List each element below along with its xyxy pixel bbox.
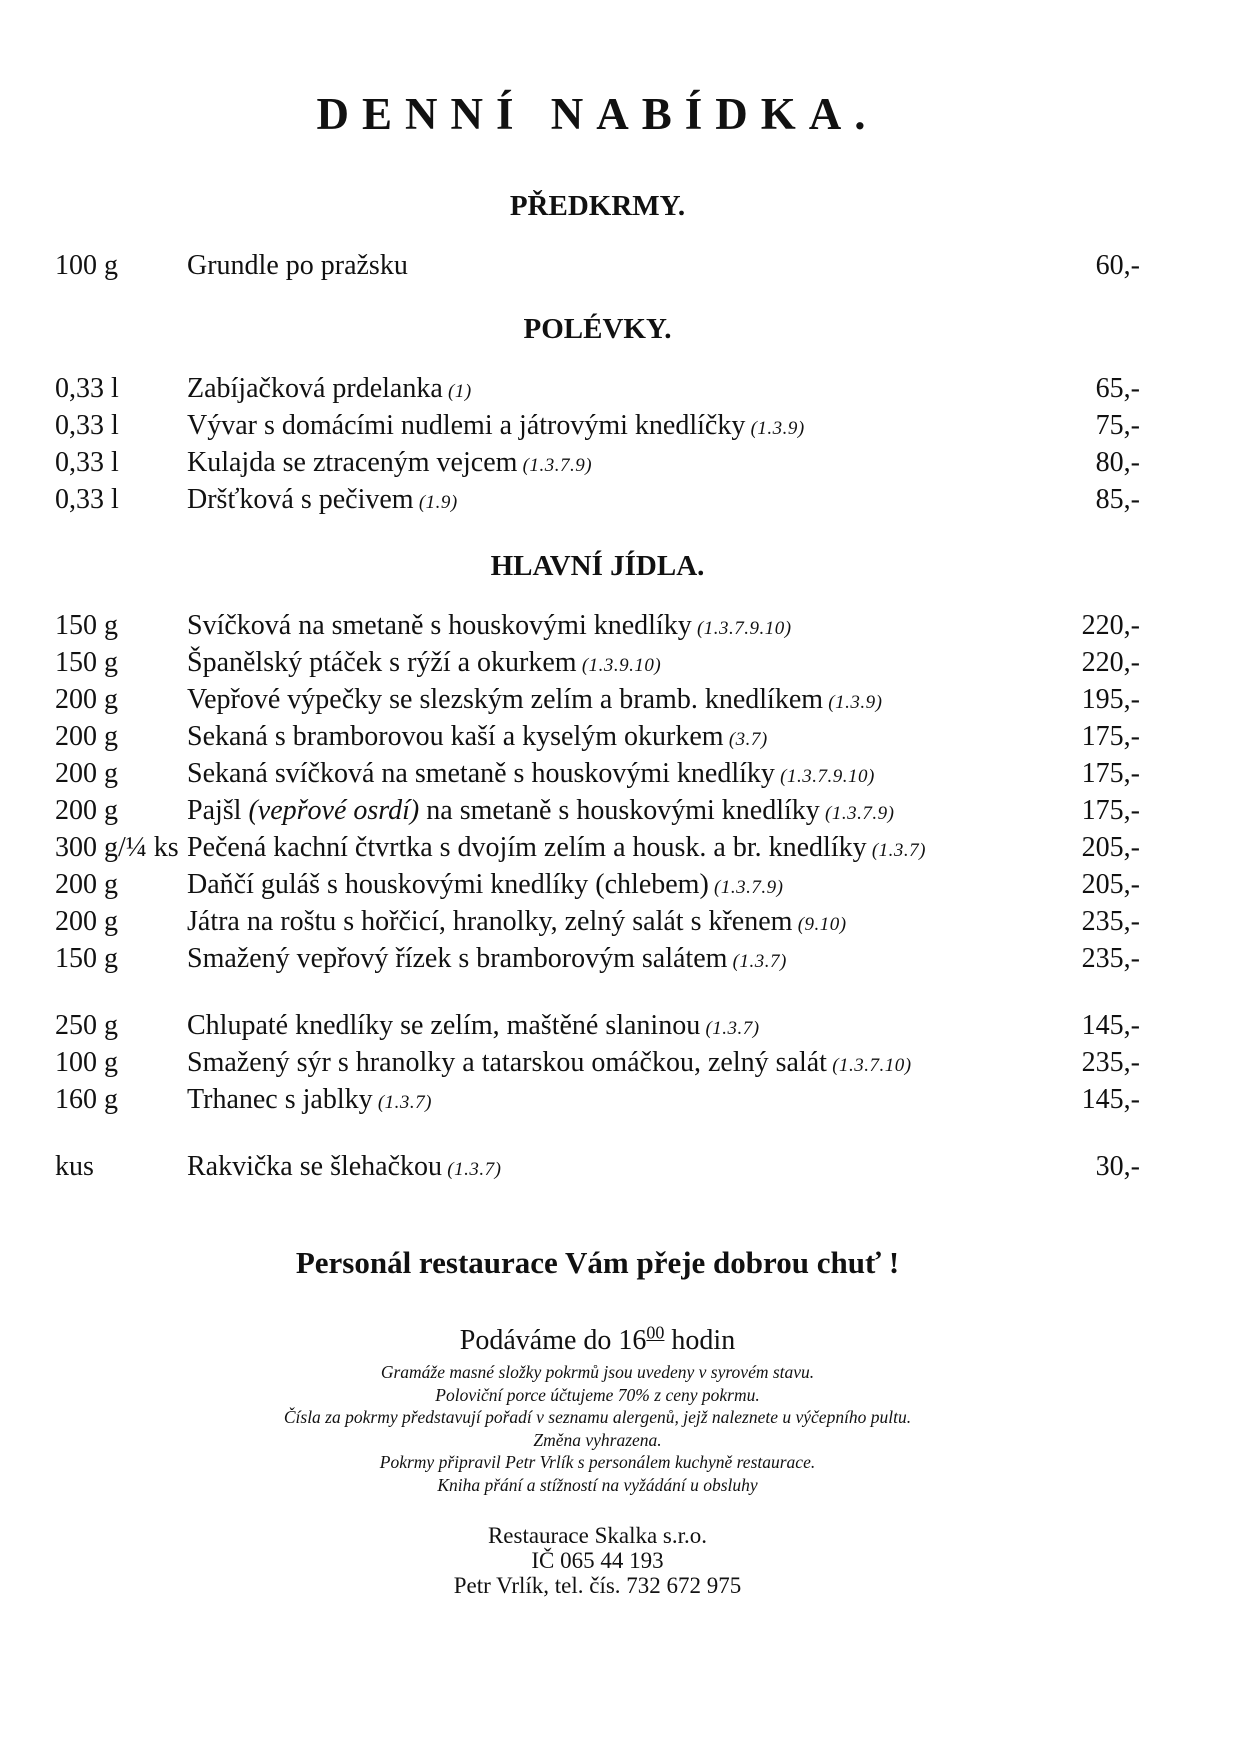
menu-row [55,609,1140,646]
item-price: 195,- [1081,684,1140,715]
item-price: 235,- [1081,906,1140,937]
item-name: Španělský ptáček s rýží a okurkem (1.3.9.10) [187,647,662,678]
item-allergens: (1.3.7.9.10) [774,766,875,787]
footer-notes [55,1361,1140,1496]
item-name: Trhanec s jablky (1.3.7) [187,1084,433,1115]
item-name: Svíčková na smetaně s houskovými knedlíky (1.3.7.9.10) [187,610,792,641]
item-price: 220,- [1081,647,1140,678]
item-name-part: Pajšl [187,795,249,826]
item-price: 85,- [1095,484,1140,515]
item-allergens: (1.3.7.9) [819,803,895,824]
item-allergens: (1.3.7.9) [708,877,784,898]
item-allergens: (9.10) [792,914,847,935]
section-heading: PŘEDKRMY. [509,190,686,222]
menu-group [55,1009,1140,1120]
item-name: Chlupaté knedlíky se zelím, maštěné slaninou (1.3.7) [187,1010,760,1041]
section-heading: HLAVNÍ JÍDLA. [490,550,705,582]
menu-row [55,646,1140,683]
item-allergens: (1.3.7) [866,840,927,861]
item-name: Smažený vepřový řízek s bramborovým salátem (1.3.7) [187,943,787,974]
item-price: 175,- [1081,721,1140,752]
item-allergens: (1.9) [413,492,458,513]
item-allergens: (1.3.9) [745,418,805,439]
item-name: Sekaná svíčková na smetaně s houskovými knedlíky (1.3.7.9.10) [187,758,875,789]
menu-row [55,1009,1140,1046]
item-qty: 150 g [55,647,118,678]
company-info-line: Petr Vrlík, tel. čís. 732 672 975 [453,1573,742,1598]
item-price: 220,- [1081,610,1140,641]
item-price: 205,- [1081,832,1140,863]
item-name: Zabíjačková prdelanka (1) [187,373,472,404]
item-name: Smažený sýr s hranolky a tatarskou omáčkou, zelný salát (1.3.7.10) [187,1047,912,1078]
menu-row [55,446,1140,483]
menu-row [55,757,1140,794]
menu-group [55,249,1140,283]
item-name: Dršťková s pečivem (1.9) [187,484,458,515]
item-allergens: (1.3.7) [727,951,787,972]
page-title: DENNÍ NABÍDKA. [316,89,879,139]
item-allergens: (1.3.7.9.10) [691,618,792,639]
item-price: 205,- [1081,869,1140,900]
item-allergens: (1.3.7) [700,1018,760,1039]
serving-time-superscript: 00 [646,1322,665,1343]
item-qty: 200 g [55,758,118,789]
item-allergens: (1.3.7.9) [517,455,593,476]
menu-row [55,1046,1140,1083]
item-price: 30,- [1095,1151,1140,1182]
item-qty: 200 g [55,869,118,900]
item-name [187,794,1048,831]
item-qty: 0,33 l [55,410,119,441]
item-qty: 150 g [55,610,118,641]
item-name: Kulajda se ztraceným vejcem (1.3.7.9) [187,447,593,478]
menu-group [55,372,1140,520]
footer-note-line: Čísla za pokrmy představují pořadí v seznamu alergenů, jejž naleznete u výčepního pultu. [283,1407,912,1427]
item-name: Vepřové výpečky se slezským zelím a bramb. knedlíkem (1.3.9) [187,684,883,715]
item-name: Játra na roštu s hořčicí, hranolky, zelný salát s křenem (9.10) [187,906,847,937]
footer-note-line: Poloviční porce účtujeme 70% z ceny pokrmu. [435,1384,760,1405]
menu-row [55,942,1140,979]
item-qty: 0,33 l [55,484,119,515]
item-qty: 160 g [55,1084,118,1115]
item-name: Sekaná s bramborovou kaší a kyselým okurkem (3.7) [187,721,768,752]
company-info-line: Restaurace Skalka s.r.o. [487,1523,708,1548]
item-name-part: na smetaně s houskovými knedlíky [419,795,820,826]
item-price: 145,- [1081,1084,1140,1115]
item-price: 60,- [1095,250,1140,281]
menu-row [55,794,1140,831]
item-price: 80,- [1095,447,1140,478]
item-qty: 150 g [55,943,118,974]
item-price: 65,- [1095,373,1140,404]
item-qty: 200 g [55,906,118,937]
serving-time [55,1322,1140,1357]
item-price: 75,- [1095,410,1140,441]
menu-row [55,483,1140,520]
menu-group [55,1150,1140,1187]
menu-row [55,905,1140,942]
item-allergens: (3.7) [723,729,768,750]
company-info [55,1523,1140,1598]
menu-row [55,720,1140,757]
item-qty: 250 g [55,1010,118,1041]
menu-row [55,683,1140,720]
item-qty: 300 g/¼ ks [55,832,179,863]
menu-row [55,831,1140,868]
item-qty: 0,33 l [55,373,119,404]
item-qty: 200 g [55,795,118,826]
section-heading: POLÉVKY. [523,313,672,345]
item-name: Pečená kachní čtvrtka s dvojím zelím a housk. a br. knedlíky (1.3.7) [187,832,927,863]
item-price: 175,- [1081,758,1140,789]
menu-row [55,1083,1140,1120]
item-price: 175,- [1081,795,1140,826]
item-qty: 200 g [55,684,118,715]
serving-time-prefix: Podáváme do 16 [459,1325,647,1356]
item-allergens: (1.3.9) [823,692,883,713]
menu-group [55,609,1140,979]
item-allergens: (1.3.9.10) [576,655,662,676]
item-allergens: (1.3.7.10) [826,1055,912,1076]
item-name: Rakvička se šlehačkou (1.3.7) [187,1151,502,1182]
item-price: 235,- [1081,1047,1140,1078]
menu-sections [55,190,1140,1187]
item-name-italic-part: (vepřové osrdí) [248,795,420,826]
footer-note-line: Změna vyhrazena. [533,1429,662,1450]
item-qty: 100 g [55,250,118,281]
item-name: Vývar s domácími nudlemi a játrovými knedlíčky (1.3.9) [187,410,805,441]
serving-time-suffix: hodin [664,1325,736,1356]
item-allergens: (1.3.7) [442,1159,502,1180]
footer-note-line: Kniha přání a stížností na vyžádání u obsluhy [437,1474,758,1495]
footer-wish: Personál restaurace Vám přeje dobrou chuť ! [295,1245,900,1280]
footer-note-line: Gramáže masné složky pokrmů jsou uvedeny v syrovém stavu. [380,1362,815,1382]
item-qty: 100 g [55,1047,118,1078]
menu-row [55,372,1140,409]
item-allergens: (1.3.7) [372,1092,433,1113]
menu-row [55,868,1140,905]
item-qty: kus [55,1151,94,1182]
item-qty: 200 g [55,721,118,752]
item-qty: 0,33 l [55,447,119,478]
item-price: 145,- [1081,1010,1140,1041]
item-allergens: (1) [442,381,472,402]
company-info-line: IČ 065 44 193 [531,1548,664,1573]
footer-note-line: Pokrmy připravil Petr Vrlík s personálem kuchyně restaurace. [379,1452,816,1472]
item-name: Grundle po pražsku [187,250,408,281]
menu-row [55,409,1140,446]
item-name: Daňčí guláš s houskovými knedlíky (chlebem) (1.3.7.9) [187,869,784,900]
menu-row [55,1150,1140,1187]
item-price: 235,- [1081,943,1140,974]
menu-row [55,249,1140,283]
